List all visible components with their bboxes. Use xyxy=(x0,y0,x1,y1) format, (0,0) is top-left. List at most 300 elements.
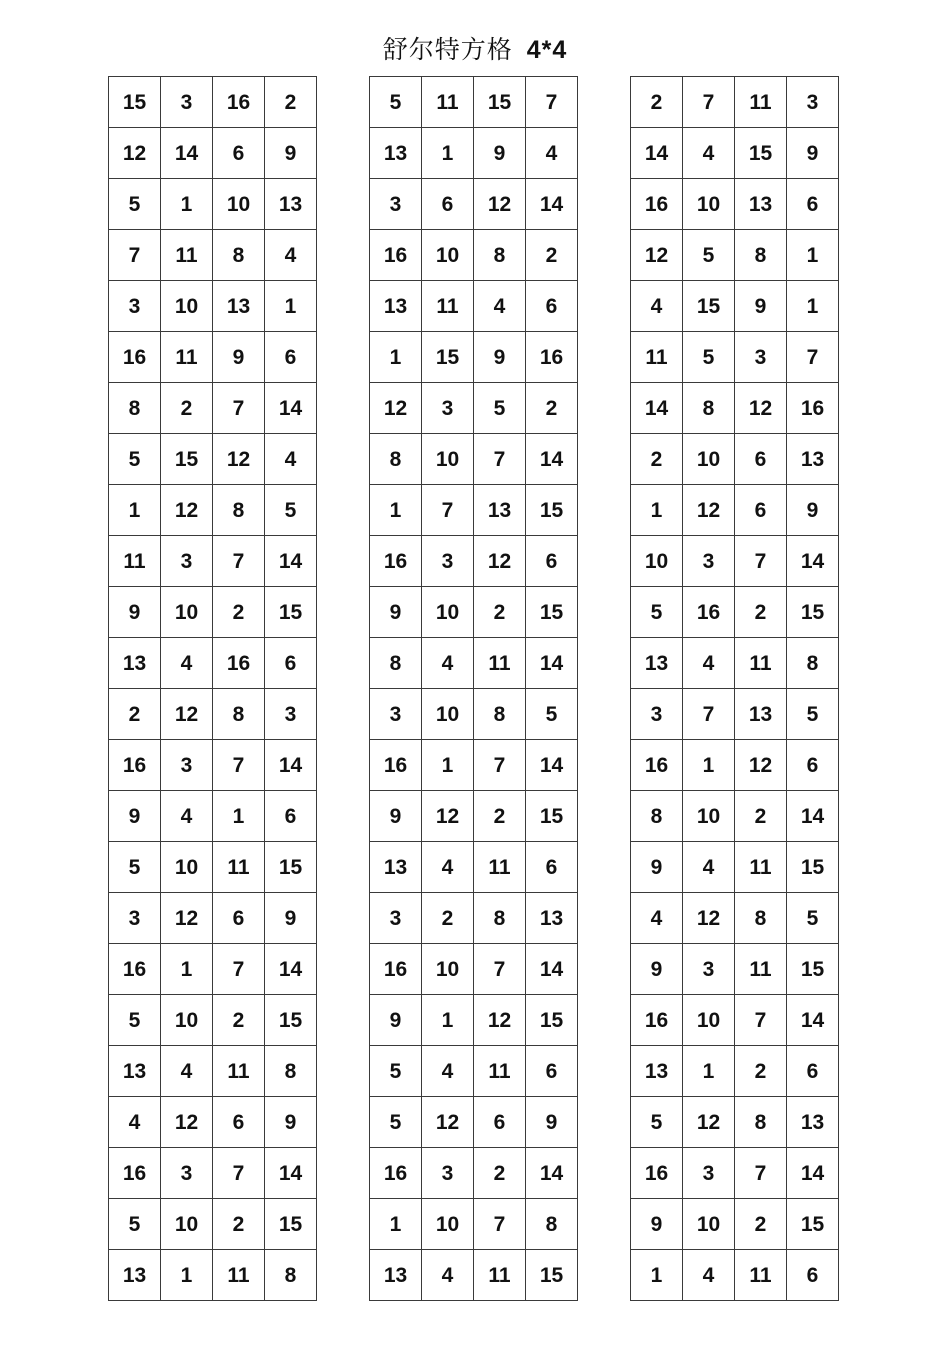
grid-row xyxy=(370,179,578,230)
grid-cell: 14 xyxy=(526,944,578,995)
grid-cell: 8 xyxy=(683,383,735,434)
grid-cell: 3 xyxy=(422,1148,474,1199)
grid-cell: 2 xyxy=(474,587,526,638)
grid-cell: 12 xyxy=(474,536,526,587)
grid-cell: 15 xyxy=(422,332,474,383)
grid-cell: 7 xyxy=(683,689,735,740)
grid-row xyxy=(631,332,839,383)
grid-cell: 15 xyxy=(735,128,787,179)
grid-cell: 12 xyxy=(474,995,526,1046)
grid-cell: 13 xyxy=(370,842,422,893)
grid-cell: 7 xyxy=(787,332,839,383)
grid-cell: 4 xyxy=(161,791,213,842)
grid-cell: 5 xyxy=(109,995,161,1046)
grid-cell: 16 xyxy=(109,1148,161,1199)
grid-cell: 6 xyxy=(474,1097,526,1148)
grid-row xyxy=(370,485,578,536)
grid-cell: 16 xyxy=(213,77,265,128)
grid-cell: 1 xyxy=(213,791,265,842)
grid-cell: 12 xyxy=(735,740,787,791)
grid-cell: 13 xyxy=(735,179,787,230)
grid-cell: 9 xyxy=(265,893,317,944)
grid-cell: 8 xyxy=(474,230,526,281)
grid-row xyxy=(370,740,578,791)
grid-cell: 10 xyxy=(161,842,213,893)
grid-row xyxy=(109,230,317,281)
grid-cell: 9 xyxy=(370,791,422,842)
grid-cell: 4 xyxy=(631,893,683,944)
grid-cell: 2 xyxy=(161,383,213,434)
grid-cell: 16 xyxy=(631,179,683,230)
grid-cell: 11 xyxy=(161,230,213,281)
grid-row xyxy=(370,1097,578,1148)
grid-cell: 10 xyxy=(683,791,735,842)
grid-cell: 11 xyxy=(161,332,213,383)
grid-cell: 15 xyxy=(474,77,526,128)
grid-size-label: 4*4 xyxy=(526,36,568,64)
grid-row xyxy=(109,383,317,434)
grid-cell: 13 xyxy=(631,638,683,689)
grid-cell: 4 xyxy=(265,434,317,485)
grid-cell: 5 xyxy=(109,842,161,893)
grid-cell: 14 xyxy=(631,383,683,434)
grid-cell: 12 xyxy=(161,1097,213,1148)
grid-cell: 5 xyxy=(631,1097,683,1148)
grid-cell: 6 xyxy=(526,281,578,332)
grid-cell: 3 xyxy=(422,383,474,434)
grid-cell: 2 xyxy=(422,893,474,944)
grid-cell: 15 xyxy=(526,791,578,842)
grid-cell: 6 xyxy=(526,842,578,893)
grid-cell: 9 xyxy=(787,485,839,536)
grid-cell: 16 xyxy=(526,332,578,383)
grid-row xyxy=(631,791,839,842)
grid-cell: 4 xyxy=(422,1046,474,1097)
grid-cell: 13 xyxy=(370,1250,422,1301)
grid-cell: 3 xyxy=(370,689,422,740)
grid-row xyxy=(631,944,839,995)
grid-cell: 3 xyxy=(161,536,213,587)
grid-cell: 6 xyxy=(787,740,839,791)
grid-cell: 7 xyxy=(213,740,265,791)
grid-cell: 8 xyxy=(370,434,422,485)
grid-cell: 9 xyxy=(631,944,683,995)
grid-row xyxy=(109,689,317,740)
grid-cell: 2 xyxy=(213,587,265,638)
grid-cell: 11 xyxy=(735,77,787,128)
grid-cell: 14 xyxy=(526,434,578,485)
grid-cell: 2 xyxy=(735,1199,787,1250)
grid-cell: 8 xyxy=(213,689,265,740)
grid-cell: 2 xyxy=(735,587,787,638)
grid-cell: 10 xyxy=(422,1199,474,1250)
grid-cell: 12 xyxy=(474,179,526,230)
grid-cell: 13 xyxy=(787,434,839,485)
schulte-grid-stack xyxy=(108,76,317,1301)
grid-cell: 5 xyxy=(631,587,683,638)
grid-row xyxy=(370,434,578,485)
grid-cell: 13 xyxy=(474,485,526,536)
grid-cell: 8 xyxy=(265,1250,317,1301)
grid-cell: 1 xyxy=(422,128,474,179)
grid-cell: 10 xyxy=(683,179,735,230)
grid-row xyxy=(631,1097,839,1148)
grid-cell: 7 xyxy=(213,944,265,995)
grid-cell: 13 xyxy=(265,179,317,230)
grid-row xyxy=(109,1199,317,1250)
grid-row xyxy=(631,281,839,332)
grid-cell: 10 xyxy=(683,1199,735,1250)
grid-cell: 1 xyxy=(683,740,735,791)
grid-cell: 8 xyxy=(265,1046,317,1097)
grid-row xyxy=(109,1097,317,1148)
grid-row xyxy=(370,1199,578,1250)
grid-cell: 6 xyxy=(213,893,265,944)
grid-cell: 7 xyxy=(213,536,265,587)
grid-cell: 3 xyxy=(161,1148,213,1199)
grid-cell: 5 xyxy=(787,893,839,944)
grid-cell: 15 xyxy=(265,842,317,893)
grid-cell: 7 xyxy=(735,1148,787,1199)
grid-cell: 2 xyxy=(474,791,526,842)
grid-row xyxy=(370,332,578,383)
grid-cell: 16 xyxy=(109,740,161,791)
grid-cell: 3 xyxy=(109,281,161,332)
grid-cell: 7 xyxy=(422,485,474,536)
grid-cell: 11 xyxy=(735,1250,787,1301)
schulte-grid-stack xyxy=(630,76,839,1301)
grid-cell: 5 xyxy=(683,332,735,383)
grid-row xyxy=(370,1148,578,1199)
grid-cell: 14 xyxy=(265,383,317,434)
grid-cell: 3 xyxy=(683,944,735,995)
grid-row xyxy=(370,842,578,893)
grid-cell: 13 xyxy=(631,1046,683,1097)
grid-cell: 10 xyxy=(422,587,474,638)
grid-row xyxy=(631,230,839,281)
grid-cell: 1 xyxy=(683,1046,735,1097)
grid-cell: 9 xyxy=(370,995,422,1046)
grid-cell: 9 xyxy=(631,1199,683,1250)
grid-cell: 10 xyxy=(161,587,213,638)
grid-cell: 9 xyxy=(265,128,317,179)
grid-cell: 15 xyxy=(787,587,839,638)
grid-cell: 15 xyxy=(787,944,839,995)
grid-cell: 16 xyxy=(109,944,161,995)
grid-cell: 7 xyxy=(683,77,735,128)
grid-cell: 10 xyxy=(683,995,735,1046)
grid-cell: 14 xyxy=(787,536,839,587)
grid-cell: 1 xyxy=(109,485,161,536)
grid-row xyxy=(631,1199,839,1250)
grid-row xyxy=(109,332,317,383)
grid-cell: 14 xyxy=(787,791,839,842)
grid-cell: 5 xyxy=(109,434,161,485)
grid-cell: 16 xyxy=(787,383,839,434)
grid-cell: 6 xyxy=(265,638,317,689)
grid-cell: 5 xyxy=(265,485,317,536)
grid-row xyxy=(370,536,578,587)
grid-cell: 3 xyxy=(370,893,422,944)
grid-row xyxy=(370,587,578,638)
grid-column-middle xyxy=(369,76,578,1301)
grid-cell: 6 xyxy=(787,179,839,230)
grid-cell: 7 xyxy=(526,77,578,128)
grid-cell: 1 xyxy=(370,485,422,536)
grid-cell: 11 xyxy=(735,944,787,995)
grid-cell: 8 xyxy=(735,230,787,281)
grid-cell: 13 xyxy=(735,689,787,740)
grid-cell: 2 xyxy=(631,77,683,128)
grid-cell: 7 xyxy=(735,536,787,587)
grid-cell: 12 xyxy=(109,128,161,179)
grid-row xyxy=(631,77,839,128)
grid-cell: 1 xyxy=(422,740,474,791)
grid-cell: 1 xyxy=(161,944,213,995)
grid-cell: 11 xyxy=(109,536,161,587)
grid-cell: 3 xyxy=(683,1148,735,1199)
grid-cell: 8 xyxy=(474,893,526,944)
grid-row xyxy=(631,128,839,179)
grid-cell: 3 xyxy=(631,689,683,740)
grid-row xyxy=(370,281,578,332)
grid-cell: 9 xyxy=(474,128,526,179)
grid-cell: 7 xyxy=(213,383,265,434)
grid-cell: 1 xyxy=(265,281,317,332)
grid-row xyxy=(109,77,317,128)
grid-cell: 4 xyxy=(265,230,317,281)
grid-cell: 16 xyxy=(109,332,161,383)
grid-cell: 14 xyxy=(526,179,578,230)
grid-cell: 4 xyxy=(683,128,735,179)
grid-cell: 5 xyxy=(474,383,526,434)
grid-row xyxy=(631,995,839,1046)
grid-cell: 1 xyxy=(422,995,474,1046)
grid-row xyxy=(109,485,317,536)
grid-cell: 8 xyxy=(735,893,787,944)
grid-cell: 15 xyxy=(265,587,317,638)
grid-cell: 3 xyxy=(109,893,161,944)
grid-cell: 1 xyxy=(631,1250,683,1301)
grid-cell: 8 xyxy=(474,689,526,740)
grid-row xyxy=(109,842,317,893)
grid-row xyxy=(370,791,578,842)
grid-cell: 1 xyxy=(161,179,213,230)
grid-cell: 6 xyxy=(787,1250,839,1301)
grid-cell: 7 xyxy=(474,944,526,995)
grid-cell: 6 xyxy=(526,1046,578,1097)
grid-row xyxy=(631,1250,839,1301)
grid-cell: 6 xyxy=(265,332,317,383)
grid-cell: 13 xyxy=(370,128,422,179)
title-text: 舒尔特方格 xyxy=(382,35,513,64)
grid-cell: 15 xyxy=(526,587,578,638)
grid-cell: 15 xyxy=(526,995,578,1046)
grid-cell: 10 xyxy=(161,1199,213,1250)
grid-cell: 4 xyxy=(161,1046,213,1097)
grid-cell: 7 xyxy=(474,434,526,485)
grid-cell: 6 xyxy=(787,1046,839,1097)
grid-cell: 16 xyxy=(631,1148,683,1199)
grid-cell: 1 xyxy=(370,332,422,383)
grid-row xyxy=(370,944,578,995)
grid-row xyxy=(631,1148,839,1199)
grid-cell: 8 xyxy=(213,485,265,536)
grid-cell: 1 xyxy=(370,1199,422,1250)
grid-cell: 11 xyxy=(213,842,265,893)
grid-row xyxy=(109,791,317,842)
grid-cell: 16 xyxy=(683,587,735,638)
grid-cell: 14 xyxy=(265,944,317,995)
grid-cell: 10 xyxy=(422,434,474,485)
grid-row xyxy=(370,1250,578,1301)
grid-cell: 3 xyxy=(265,689,317,740)
grid-cell: 4 xyxy=(683,638,735,689)
grid-cell: 6 xyxy=(265,791,317,842)
grid-cell: 10 xyxy=(422,689,474,740)
grid-cell: 9 xyxy=(213,332,265,383)
grid-row xyxy=(370,995,578,1046)
grid-cell: 9 xyxy=(787,128,839,179)
grid-row xyxy=(631,740,839,791)
grid-cell: 13 xyxy=(109,1250,161,1301)
grid-cell: 13 xyxy=(109,1046,161,1097)
grid-cell: 9 xyxy=(265,1097,317,1148)
grid-cell: 10 xyxy=(213,179,265,230)
grid-row xyxy=(370,1046,578,1097)
grid-cell: 2 xyxy=(109,689,161,740)
grid-row xyxy=(109,179,317,230)
grid-cell: 16 xyxy=(370,1148,422,1199)
grid-cell: 14 xyxy=(526,740,578,791)
grid-row xyxy=(109,536,317,587)
grid-cell: 12 xyxy=(631,230,683,281)
grid-cell: 14 xyxy=(161,128,213,179)
grid-cell: 7 xyxy=(474,1199,526,1250)
grid-cell: 5 xyxy=(683,230,735,281)
grid-cell: 9 xyxy=(526,1097,578,1148)
grid-row xyxy=(109,638,317,689)
grid-cell: 11 xyxy=(422,281,474,332)
grid-cell: 6 xyxy=(422,179,474,230)
grid-cell: 12 xyxy=(422,1097,474,1148)
grid-row xyxy=(370,383,578,434)
grid-row xyxy=(109,1046,317,1097)
grid-cell: 2 xyxy=(213,1199,265,1250)
grid-row xyxy=(109,1148,317,1199)
grid-row xyxy=(109,995,317,1046)
grid-cell: 10 xyxy=(161,995,213,1046)
grid-cell: 15 xyxy=(787,1199,839,1250)
grid-row xyxy=(631,638,839,689)
grid-cell: 10 xyxy=(161,281,213,332)
grid-cell: 10 xyxy=(683,434,735,485)
grid-cell: 6 xyxy=(213,128,265,179)
grid-row xyxy=(631,434,839,485)
grid-cell: 12 xyxy=(683,893,735,944)
grid-row xyxy=(109,740,317,791)
grid-cell: 16 xyxy=(213,638,265,689)
grid-cell: 10 xyxy=(631,536,683,587)
grid-cell: 4 xyxy=(422,638,474,689)
grid-cell: 14 xyxy=(631,128,683,179)
grid-cell: 2 xyxy=(631,434,683,485)
grid-row xyxy=(109,434,317,485)
grid-cell: 4 xyxy=(422,842,474,893)
grid-cell: 2 xyxy=(526,383,578,434)
grid-cell: 13 xyxy=(213,281,265,332)
grid-cell: 6 xyxy=(526,536,578,587)
grid-cell: 5 xyxy=(787,689,839,740)
grid-cell: 3 xyxy=(370,179,422,230)
grid-cell: 2 xyxy=(474,1148,526,1199)
grid-row xyxy=(631,536,839,587)
grid-cell: 13 xyxy=(787,1097,839,1148)
grid-cell: 7 xyxy=(109,230,161,281)
grid-cell: 2 xyxy=(265,77,317,128)
grid-row xyxy=(370,128,578,179)
grid-cell: 8 xyxy=(109,383,161,434)
grid-row xyxy=(109,944,317,995)
grid-cell: 3 xyxy=(735,332,787,383)
grid-cell: 7 xyxy=(474,740,526,791)
grid-cell: 3 xyxy=(422,536,474,587)
grid-cell: 14 xyxy=(526,638,578,689)
grid-cell: 3 xyxy=(787,77,839,128)
grid-cell: 15 xyxy=(161,434,213,485)
grid-cell: 9 xyxy=(735,281,787,332)
grid-cell: 12 xyxy=(683,485,735,536)
grid-row xyxy=(109,1250,317,1301)
grid-cell: 11 xyxy=(213,1250,265,1301)
grid-cell: 16 xyxy=(370,536,422,587)
grid-row xyxy=(631,587,839,638)
grid-cell: 11 xyxy=(735,638,787,689)
grid-cell: 7 xyxy=(213,1148,265,1199)
grid-cell: 6 xyxy=(735,434,787,485)
grid-cell: 13 xyxy=(370,281,422,332)
grid-cell: 5 xyxy=(370,1097,422,1148)
grid-cell: 11 xyxy=(474,638,526,689)
grid-cell: 4 xyxy=(474,281,526,332)
grid-cell: 15 xyxy=(683,281,735,332)
grid-cell: 6 xyxy=(213,1097,265,1148)
grid-cell: 5 xyxy=(370,1046,422,1097)
grid-cell: 9 xyxy=(109,791,161,842)
grid-cell: 4 xyxy=(683,1250,735,1301)
grid-row xyxy=(370,893,578,944)
grid-cell: 5 xyxy=(370,77,422,128)
grid-cell: 6 xyxy=(735,485,787,536)
grid-cell: 2 xyxy=(526,230,578,281)
grid-cell: 12 xyxy=(213,434,265,485)
grid-cell: 12 xyxy=(683,1097,735,1148)
grid-cell: 15 xyxy=(787,842,839,893)
grid-cell: 3 xyxy=(683,536,735,587)
grid-cell: 8 xyxy=(370,638,422,689)
schulte-grid-stack xyxy=(369,76,578,1301)
grid-row xyxy=(631,1046,839,1097)
grid-cell: 12 xyxy=(161,689,213,740)
grid-cell: 9 xyxy=(631,842,683,893)
grid-cell: 14 xyxy=(787,1148,839,1199)
grid-row xyxy=(109,128,317,179)
grid-cell: 8 xyxy=(787,638,839,689)
grid-cell: 12 xyxy=(161,485,213,536)
grid-cell: 9 xyxy=(370,587,422,638)
grid-cell: 4 xyxy=(683,842,735,893)
grid-row xyxy=(631,179,839,230)
